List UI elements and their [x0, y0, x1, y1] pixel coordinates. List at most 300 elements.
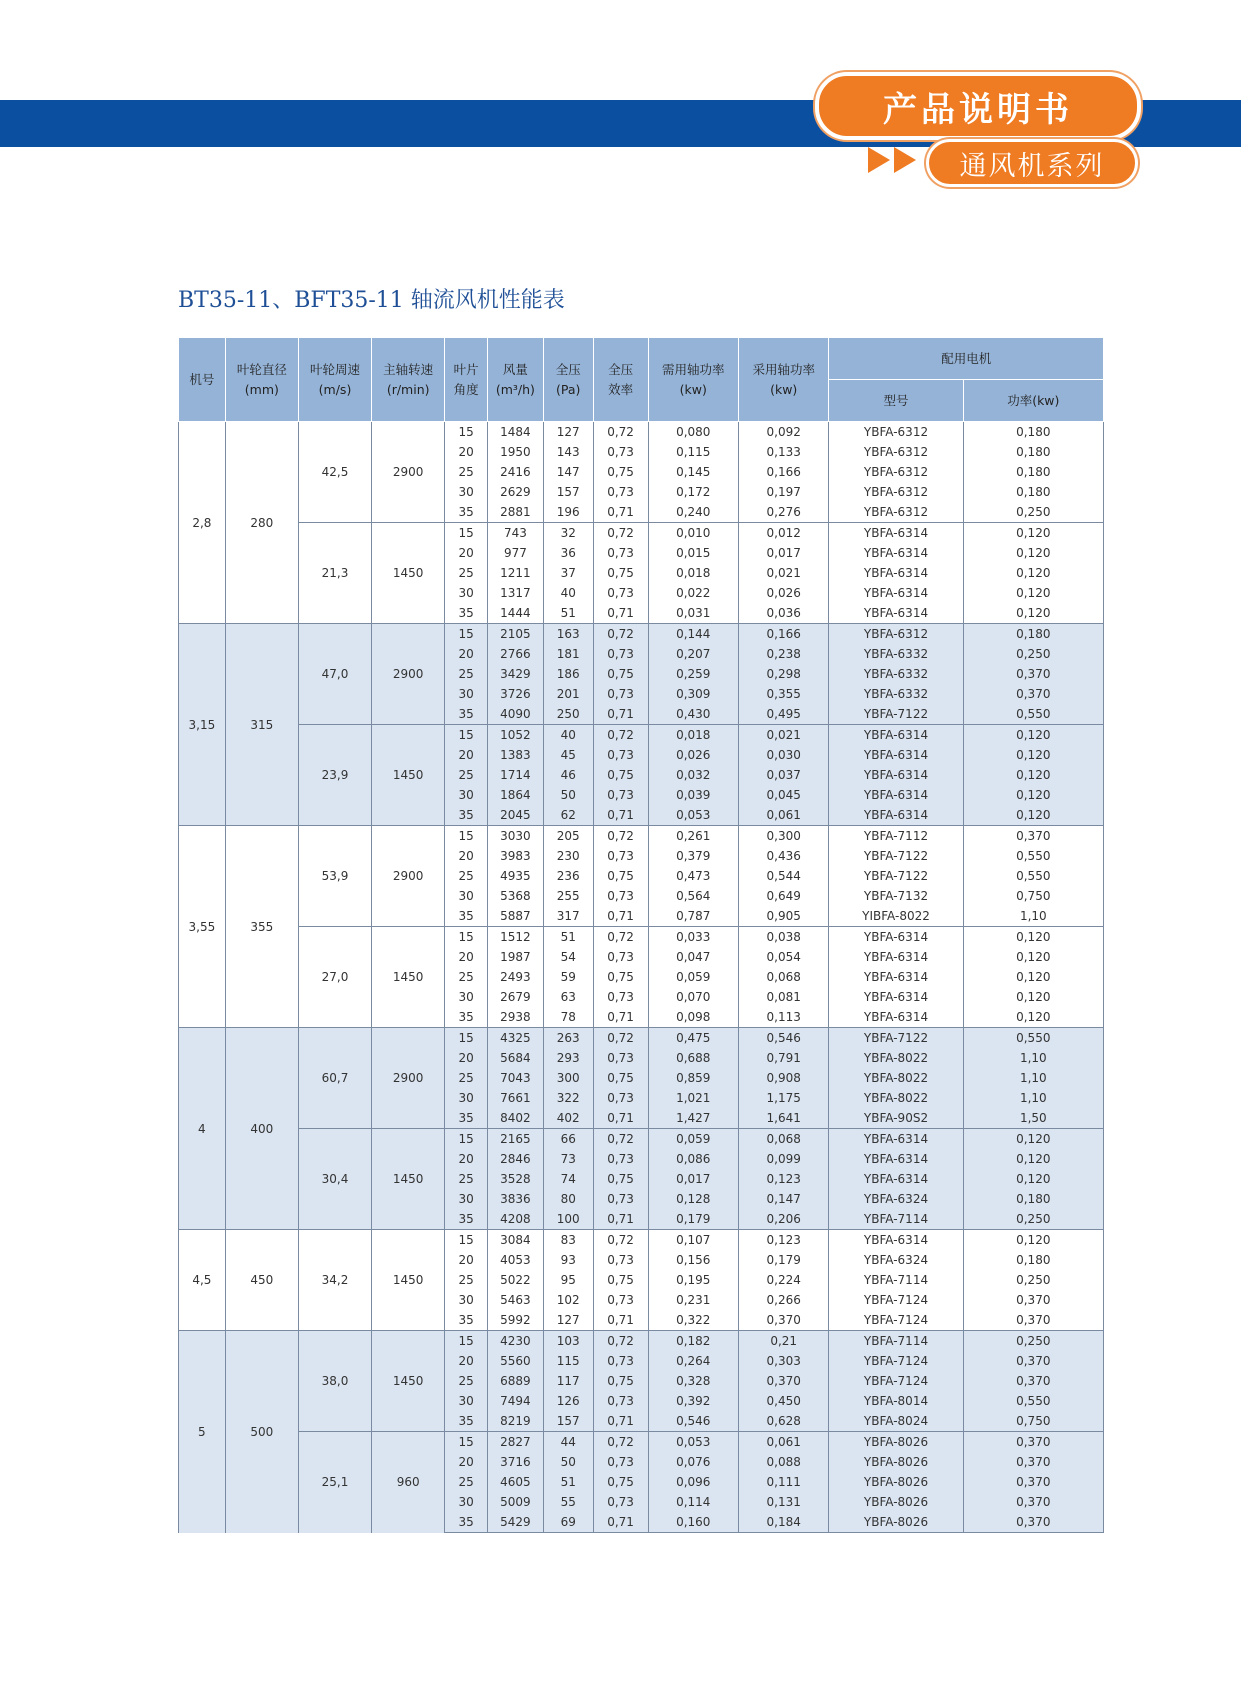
airflow-cell: 5009 — [487, 1492, 543, 1512]
used-power-cell: 0,224 — [738, 1270, 828, 1290]
header-motor: 配用电机 — [829, 338, 1104, 380]
airflow-cell: 1512 — [487, 927, 543, 948]
spindle-speed-cell: 2900 — [372, 422, 445, 523]
motor-model-cell: YBFA-6324 — [829, 1189, 963, 1209]
machine-no-cell: 3,55 — [179, 826, 226, 1028]
used-power-cell: 0,147 — [738, 1189, 828, 1209]
table-row — [179, 1028, 1104, 1049]
table-row — [179, 1129, 1104, 1150]
airflow-cell: 4053 — [487, 1250, 543, 1270]
airflow-cell: 4208 — [487, 1209, 543, 1230]
efficiency-cell: 0,73 — [593, 846, 648, 866]
required-power-cell: 0,022 — [648, 583, 738, 603]
used-power-cell: 0,017 — [738, 543, 828, 563]
airflow-cell: 2165 — [487, 1129, 543, 1150]
pressure-cell: 50 — [543, 785, 593, 805]
motor-power-cell: 0,120 — [963, 1149, 1103, 1169]
required-power-cell: 0,309 — [648, 684, 738, 704]
motor-power-cell: 0,370 — [963, 1351, 1103, 1371]
motor-power-cell: 0,120 — [963, 927, 1103, 948]
airflow-cell: 1714 — [487, 765, 543, 785]
used-power-cell: 0,303 — [738, 1351, 828, 1371]
blade-angle-cell: 20 — [445, 1351, 488, 1371]
pressure-cell: 115 — [543, 1351, 593, 1371]
header-tip-speed: 叶轮周速 (m/s) — [298, 338, 371, 422]
used-power-cell: 0,450 — [738, 1391, 828, 1411]
efficiency-cell: 0,72 — [593, 1129, 648, 1150]
blade-angle-cell: 35 — [445, 1007, 488, 1028]
motor-power-cell: 0,750 — [963, 886, 1103, 906]
used-power-cell: 0,300 — [738, 826, 828, 847]
pressure-cell: 73 — [543, 1149, 593, 1169]
airflow-cell: 5022 — [487, 1270, 543, 1290]
used-power-cell: 0,030 — [738, 745, 828, 765]
blade-angle-cell: 30 — [445, 1290, 488, 1310]
table-row — [179, 1230, 1104, 1251]
airflow-cell: 1484 — [487, 422, 543, 443]
motor-power-cell: 0,120 — [963, 785, 1103, 805]
tip-speed-cell: 42,5 — [298, 422, 371, 523]
pressure-cell: 46 — [543, 765, 593, 785]
machine-no-cell: 4,5 — [179, 1230, 226, 1331]
motor-model-cell: YBFA-6314 — [829, 725, 963, 746]
pressure-cell: 322 — [543, 1088, 593, 1108]
blade-angle-cell: 20 — [445, 1149, 488, 1169]
motor-model-cell: YBFA-6314 — [829, 1169, 963, 1189]
used-power-cell: 0,495 — [738, 704, 828, 725]
blade-angle-cell: 35 — [445, 906, 488, 927]
blade-angle-cell: 30 — [445, 1391, 488, 1411]
used-power-cell: 0,166 — [738, 624, 828, 645]
table-row — [179, 422, 1104, 443]
efficiency-cell: 0,71 — [593, 1007, 648, 1028]
pressure-cell: 32 — [543, 523, 593, 544]
pressure-cell: 63 — [543, 987, 593, 1007]
tip-speed-cell: 34,2 — [298, 1230, 371, 1331]
required-power-cell: 0,322 — [648, 1310, 738, 1331]
pressure-cell: 402 — [543, 1108, 593, 1129]
required-power-cell: 0,039 — [648, 785, 738, 805]
used-power-cell: 0,068 — [738, 1129, 828, 1150]
airflow-cell: 7661 — [487, 1088, 543, 1108]
motor-power-cell: 0,370 — [963, 1492, 1103, 1512]
efficiency-cell: 0,71 — [593, 906, 648, 927]
airflow-cell: 5684 — [487, 1048, 543, 1068]
spindle-speed-cell: 1450 — [372, 725, 445, 826]
motor-model-cell: YBFA-6314 — [829, 927, 963, 948]
used-power-cell: 0,298 — [738, 664, 828, 684]
used-power-cell: 0,131 — [738, 1492, 828, 1512]
motor-power-cell: 0,550 — [963, 1028, 1103, 1049]
motor-model-cell: YBFA-6324 — [829, 1250, 963, 1270]
required-power-cell: 0,231 — [648, 1290, 738, 1310]
efficiency-cell: 0,75 — [593, 664, 648, 684]
pressure-cell: 45 — [543, 745, 593, 765]
spindle-speed-cell: 1450 — [372, 1331, 445, 1432]
pressure-cell: 55 — [543, 1492, 593, 1512]
motor-power-cell: 0,370 — [963, 1290, 1103, 1310]
used-power-cell: 0,370 — [738, 1310, 828, 1331]
pressure-cell: 54 — [543, 947, 593, 967]
efficiency-cell: 0,72 — [593, 1028, 648, 1049]
pressure-cell: 95 — [543, 1270, 593, 1290]
pressure-cell: 147 — [543, 462, 593, 482]
used-power-cell: 0,081 — [738, 987, 828, 1007]
required-power-cell: 0,047 — [648, 947, 738, 967]
efficiency-cell: 0,72 — [593, 624, 648, 645]
motor-model-cell: YBFA-6314 — [829, 1230, 963, 1251]
efficiency-cell: 0,71 — [593, 502, 648, 523]
motor-model-cell: YBFA-6312 — [829, 482, 963, 502]
series-subtitle: 通风机系列 — [926, 139, 1138, 187]
motor-power-cell: 0,180 — [963, 422, 1103, 443]
motor-model-cell: YBFA-6312 — [829, 442, 963, 462]
pressure-cell: 127 — [543, 1310, 593, 1331]
required-power-cell: 0,080 — [648, 422, 738, 443]
spindle-speed-cell: 960 — [372, 1432, 445, 1533]
machine-group — [179, 422, 1104, 624]
blade-angle-cell: 30 — [445, 987, 488, 1007]
motor-model-cell: YBFA-7132 — [829, 886, 963, 906]
used-power-cell: 0,123 — [738, 1169, 828, 1189]
used-power-cell: 0,061 — [738, 1432, 828, 1453]
blade-angle-cell: 30 — [445, 583, 488, 603]
pressure-cell: 83 — [543, 1230, 593, 1251]
tip-speed-cell: 27,0 — [298, 927, 371, 1028]
motor-model-cell: YBFA-6332 — [829, 644, 963, 664]
pressure-cell: 51 — [543, 603, 593, 624]
used-power-cell: 0,038 — [738, 927, 828, 948]
tip-speed-cell: 30,4 — [298, 1129, 371, 1230]
blade-angle-cell: 15 — [445, 826, 488, 847]
motor-power-cell: 0,120 — [963, 563, 1103, 583]
header-pressure: 全压 (Pa) — [543, 338, 593, 422]
airflow-cell: 2493 — [487, 967, 543, 987]
motor-power-cell: 0,120 — [963, 967, 1103, 987]
required-power-cell: 0,156 — [648, 1250, 738, 1270]
airflow-cell: 2105 — [487, 624, 543, 645]
pressure-cell: 80 — [543, 1189, 593, 1209]
efficiency-cell: 0,73 — [593, 745, 648, 765]
pressure-cell: 127 — [543, 422, 593, 443]
used-power-cell: 1,175 — [738, 1088, 828, 1108]
efficiency-cell: 0,72 — [593, 1230, 648, 1251]
blade-angle-cell: 25 — [445, 1472, 488, 1492]
motor-model-cell: YBFA-8022 — [829, 1048, 963, 1068]
used-power-cell: 1,641 — [738, 1108, 828, 1129]
machine-no-cell: 3,15 — [179, 624, 226, 826]
airflow-cell: 1211 — [487, 563, 543, 583]
efficiency-cell: 0,73 — [593, 1391, 648, 1411]
table-row — [179, 826, 1104, 847]
blade-angle-cell: 25 — [445, 866, 488, 886]
efficiency-cell: 0,72 — [593, 422, 648, 443]
used-power-cell: 0,436 — [738, 846, 828, 866]
blade-angle-cell: 35 — [445, 502, 488, 523]
motor-power-cell: 0,250 — [963, 1331, 1103, 1352]
motor-model-cell: YIBFA-8022 — [829, 906, 963, 927]
airflow-cell: 3084 — [487, 1230, 543, 1251]
used-power-cell: 0,206 — [738, 1209, 828, 1230]
blade-angle-cell: 30 — [445, 1189, 488, 1209]
motor-power-cell: 0,370 — [963, 826, 1103, 847]
efficiency-cell: 0,71 — [593, 704, 648, 725]
motor-power-cell: 0,370 — [963, 1432, 1103, 1453]
pressure-cell: 157 — [543, 1411, 593, 1432]
motor-power-cell: 0,120 — [963, 1129, 1103, 1150]
motor-model-cell: YBFA-7124 — [829, 1351, 963, 1371]
efficiency-cell: 0,73 — [593, 583, 648, 603]
required-power-cell: 0,053 — [648, 805, 738, 826]
efficiency-cell: 0,71 — [593, 1310, 648, 1331]
blade-angle-cell: 15 — [445, 624, 488, 645]
motor-model-cell: YBFA-6312 — [829, 462, 963, 482]
efficiency-cell: 0,73 — [593, 1351, 648, 1371]
used-power-cell: 0,021 — [738, 725, 828, 746]
blade-angle-cell: 20 — [445, 543, 488, 563]
double-arrow-icon — [868, 147, 920, 173]
motor-model-cell: YBFA-7114 — [829, 1331, 963, 1352]
motor-model-cell: YBFA-6314 — [829, 765, 963, 785]
airflow-cell: 5992 — [487, 1310, 543, 1331]
blade-angle-cell: 20 — [445, 1048, 488, 1068]
used-power-cell: 0,649 — [738, 886, 828, 906]
required-power-cell: 0,145 — [648, 462, 738, 482]
blade-angle-cell: 20 — [445, 846, 488, 866]
motor-model-cell: YBFA-7114 — [829, 1270, 963, 1290]
machine-no-cell: 5 — [179, 1331, 226, 1533]
required-power-cell: 0,059 — [648, 1129, 738, 1150]
motor-model-cell: YBFA-8026 — [829, 1432, 963, 1453]
pressure-cell: 201 — [543, 684, 593, 704]
airflow-cell: 4605 — [487, 1472, 543, 1492]
required-power-cell: 0,264 — [648, 1351, 738, 1371]
blade-angle-cell: 25 — [445, 1371, 488, 1391]
used-power-cell: 0,088 — [738, 1452, 828, 1472]
motor-model-cell: YBFA-6314 — [829, 745, 963, 765]
efficiency-cell: 0,75 — [593, 866, 648, 886]
pressure-cell: 126 — [543, 1391, 593, 1411]
used-power-cell: 0,905 — [738, 906, 828, 927]
motor-power-cell: 0,250 — [963, 502, 1103, 523]
airflow-cell: 4325 — [487, 1028, 543, 1049]
efficiency-cell: 0,73 — [593, 482, 648, 502]
efficiency-cell: 0,73 — [593, 684, 648, 704]
required-power-cell: 0,172 — [648, 482, 738, 502]
used-power-cell: 0,908 — [738, 1068, 828, 1088]
used-power-cell: 0,238 — [738, 644, 828, 664]
pressure-cell: 103 — [543, 1331, 593, 1352]
machine-group — [179, 1028, 1104, 1230]
motor-power-cell: 0,180 — [963, 482, 1103, 502]
brand-title: 产品说明书 — [815, 72, 1141, 140]
airflow-cell: 5887 — [487, 906, 543, 927]
motor-model-cell: YBFA-6332 — [829, 684, 963, 704]
efficiency-cell: 0,75 — [593, 1371, 648, 1391]
pressure-cell: 230 — [543, 846, 593, 866]
used-power-cell: 0,113 — [738, 1007, 828, 1028]
pressure-cell: 117 — [543, 1371, 593, 1391]
machine-group — [179, 1331, 1104, 1533]
motor-model-cell: YBFA-7122 — [829, 866, 963, 886]
required-power-cell: 0,059 — [648, 967, 738, 987]
blade-angle-cell: 30 — [445, 482, 488, 502]
used-power-cell: 0,133 — [738, 442, 828, 462]
airflow-cell: 1864 — [487, 785, 543, 805]
airflow-cell: 2827 — [487, 1432, 543, 1453]
required-power-cell: 0,160 — [648, 1512, 738, 1533]
blade-angle-cell: 35 — [445, 704, 488, 725]
motor-model-cell: YBFA-90S2 — [829, 1108, 963, 1129]
airflow-cell: 1317 — [487, 583, 543, 603]
motor-power-cell: 1,50 — [963, 1108, 1103, 1129]
motor-power-cell: 0,370 — [963, 684, 1103, 704]
airflow-cell: 6889 — [487, 1371, 543, 1391]
motor-power-cell: 0,120 — [963, 603, 1103, 624]
used-power-cell: 0,355 — [738, 684, 828, 704]
motor-power-cell: 0,370 — [963, 1472, 1103, 1492]
required-power-cell: 0,859 — [648, 1068, 738, 1088]
required-power-cell: 0,026 — [648, 745, 738, 765]
blade-angle-cell: 25 — [445, 1270, 488, 1290]
used-power-cell: 0,099 — [738, 1149, 828, 1169]
spindle-speed-cell: 1450 — [372, 927, 445, 1028]
header-spindle-speed: 主轴转速 (r/min) — [372, 338, 445, 422]
table-row — [179, 725, 1104, 746]
pressure-cell: 93 — [543, 1250, 593, 1270]
efficiency-cell: 0,73 — [593, 644, 648, 664]
blade-angle-cell: 20 — [445, 644, 488, 664]
required-power-cell: 0,010 — [648, 523, 738, 544]
required-power-cell: 0,240 — [648, 502, 738, 523]
used-power-cell: 0,166 — [738, 462, 828, 482]
required-power-cell: 0,546 — [648, 1411, 738, 1432]
used-power-cell: 0,054 — [738, 947, 828, 967]
spindle-speed-cell: 2900 — [372, 1028, 445, 1129]
motor-power-cell: 0,120 — [963, 745, 1103, 765]
motor-model-cell: YBFA-7122 — [829, 1028, 963, 1049]
motor-model-cell: YBFA-8026 — [829, 1472, 963, 1492]
blade-angle-cell: 25 — [445, 967, 488, 987]
blade-angle-cell: 15 — [445, 1230, 488, 1251]
airflow-cell: 5429 — [487, 1512, 543, 1533]
used-power-cell: 0,061 — [738, 805, 828, 826]
required-power-cell: 0,098 — [648, 1007, 738, 1028]
required-power-cell: 0,328 — [648, 1371, 738, 1391]
airflow-cell: 1950 — [487, 442, 543, 462]
efficiency-cell: 0,73 — [593, 1149, 648, 1169]
blade-angle-cell: 15 — [445, 725, 488, 746]
efficiency-cell: 0,71 — [593, 1209, 648, 1230]
used-power-cell: 0,184 — [738, 1512, 828, 1533]
efficiency-cell: 0,71 — [593, 1108, 648, 1129]
motor-model-cell: YBFA-7124 — [829, 1290, 963, 1310]
required-power-cell: 0,076 — [648, 1452, 738, 1472]
blade-angle-cell: 15 — [445, 1331, 488, 1352]
blade-angle-cell: 15 — [445, 927, 488, 948]
spindle-speed-cell: 1450 — [372, 1129, 445, 1230]
header-used-power: 采用轴功率 (kw) — [738, 338, 828, 422]
required-power-cell: 0,564 — [648, 886, 738, 906]
blade-angle-cell: 30 — [445, 684, 488, 704]
airflow-cell: 977 — [487, 543, 543, 563]
used-power-cell: 0,021 — [738, 563, 828, 583]
required-power-cell: 0,096 — [648, 1472, 738, 1492]
efficiency-cell: 0,75 — [593, 1270, 648, 1290]
used-power-cell: 0,068 — [738, 967, 828, 987]
used-power-cell: 0,276 — [738, 502, 828, 523]
airflow-cell: 2629 — [487, 482, 543, 502]
required-power-cell: 0,114 — [648, 1492, 738, 1512]
motor-power-cell: 0,370 — [963, 1310, 1103, 1331]
header-motor-power: 功率(kw) — [963, 380, 1103, 422]
airflow-cell: 4090 — [487, 704, 543, 725]
pressure-cell: 186 — [543, 664, 593, 684]
pressure-cell: 69 — [543, 1512, 593, 1533]
efficiency-cell: 0,73 — [593, 785, 648, 805]
blade-angle-cell: 35 — [445, 1108, 488, 1129]
pressure-cell: 36 — [543, 543, 593, 563]
pressure-cell: 40 — [543, 725, 593, 746]
efficiency-cell: 0,73 — [593, 1189, 648, 1209]
impeller-dia-cell: 450 — [225, 1230, 298, 1331]
efficiency-cell: 0,73 — [593, 947, 648, 967]
efficiency-cell: 0,75 — [593, 1169, 648, 1189]
required-power-cell: 0,473 — [648, 866, 738, 886]
tip-speed-cell: 38,0 — [298, 1331, 371, 1432]
machine-no-cell: 2,8 — [179, 422, 226, 624]
airflow-cell: 4935 — [487, 866, 543, 886]
motor-power-cell: 0,750 — [963, 1411, 1103, 1432]
used-power-cell: 0,266 — [738, 1290, 828, 1310]
impeller-dia-cell: 500 — [225, 1331, 298, 1533]
motor-model-cell: YBFA-6314 — [829, 1129, 963, 1150]
required-power-cell: 0,261 — [648, 826, 738, 847]
header-machine-no: 机号 — [179, 338, 226, 422]
motor-model-cell: YBFA-6314 — [829, 987, 963, 1007]
motor-model-cell: YBFA-6314 — [829, 543, 963, 563]
motor-model-cell: YBFA-8026 — [829, 1492, 963, 1512]
motor-model-cell: YBFA-6314 — [829, 603, 963, 624]
efficiency-cell: 0,75 — [593, 1472, 648, 1492]
pressure-cell: 100 — [543, 1209, 593, 1230]
efficiency-cell: 0,73 — [593, 987, 648, 1007]
table-row — [179, 927, 1104, 948]
header-required-power: 需用轴功率 (kw) — [648, 338, 738, 422]
motor-model-cell: YBFA-6314 — [829, 947, 963, 967]
required-power-cell: 0,144 — [648, 624, 738, 645]
blade-angle-cell: 35 — [445, 1411, 488, 1432]
pressure-cell: 78 — [543, 1007, 593, 1028]
required-power-cell: 0,107 — [648, 1230, 738, 1251]
motor-power-cell: 0,120 — [963, 583, 1103, 603]
motor-model-cell: YBFA-7112 — [829, 826, 963, 847]
used-power-cell: 0,197 — [738, 482, 828, 502]
used-power-cell: 0,037 — [738, 765, 828, 785]
airflow-cell: 3030 — [487, 826, 543, 847]
motor-power-cell: 0,250 — [963, 1209, 1103, 1230]
required-power-cell: 0,182 — [648, 1331, 738, 1352]
airflow-cell: 2679 — [487, 987, 543, 1007]
motor-model-cell: YBFA-6314 — [829, 563, 963, 583]
spindle-speed-cell: 2900 — [372, 624, 445, 725]
table-row — [179, 1432, 1104, 1453]
blade-angle-cell: 20 — [445, 1250, 488, 1270]
used-power-cell: 0,045 — [738, 785, 828, 805]
pressure-cell: 181 — [543, 644, 593, 664]
table-row — [179, 624, 1104, 645]
efficiency-cell: 0,73 — [593, 1048, 648, 1068]
